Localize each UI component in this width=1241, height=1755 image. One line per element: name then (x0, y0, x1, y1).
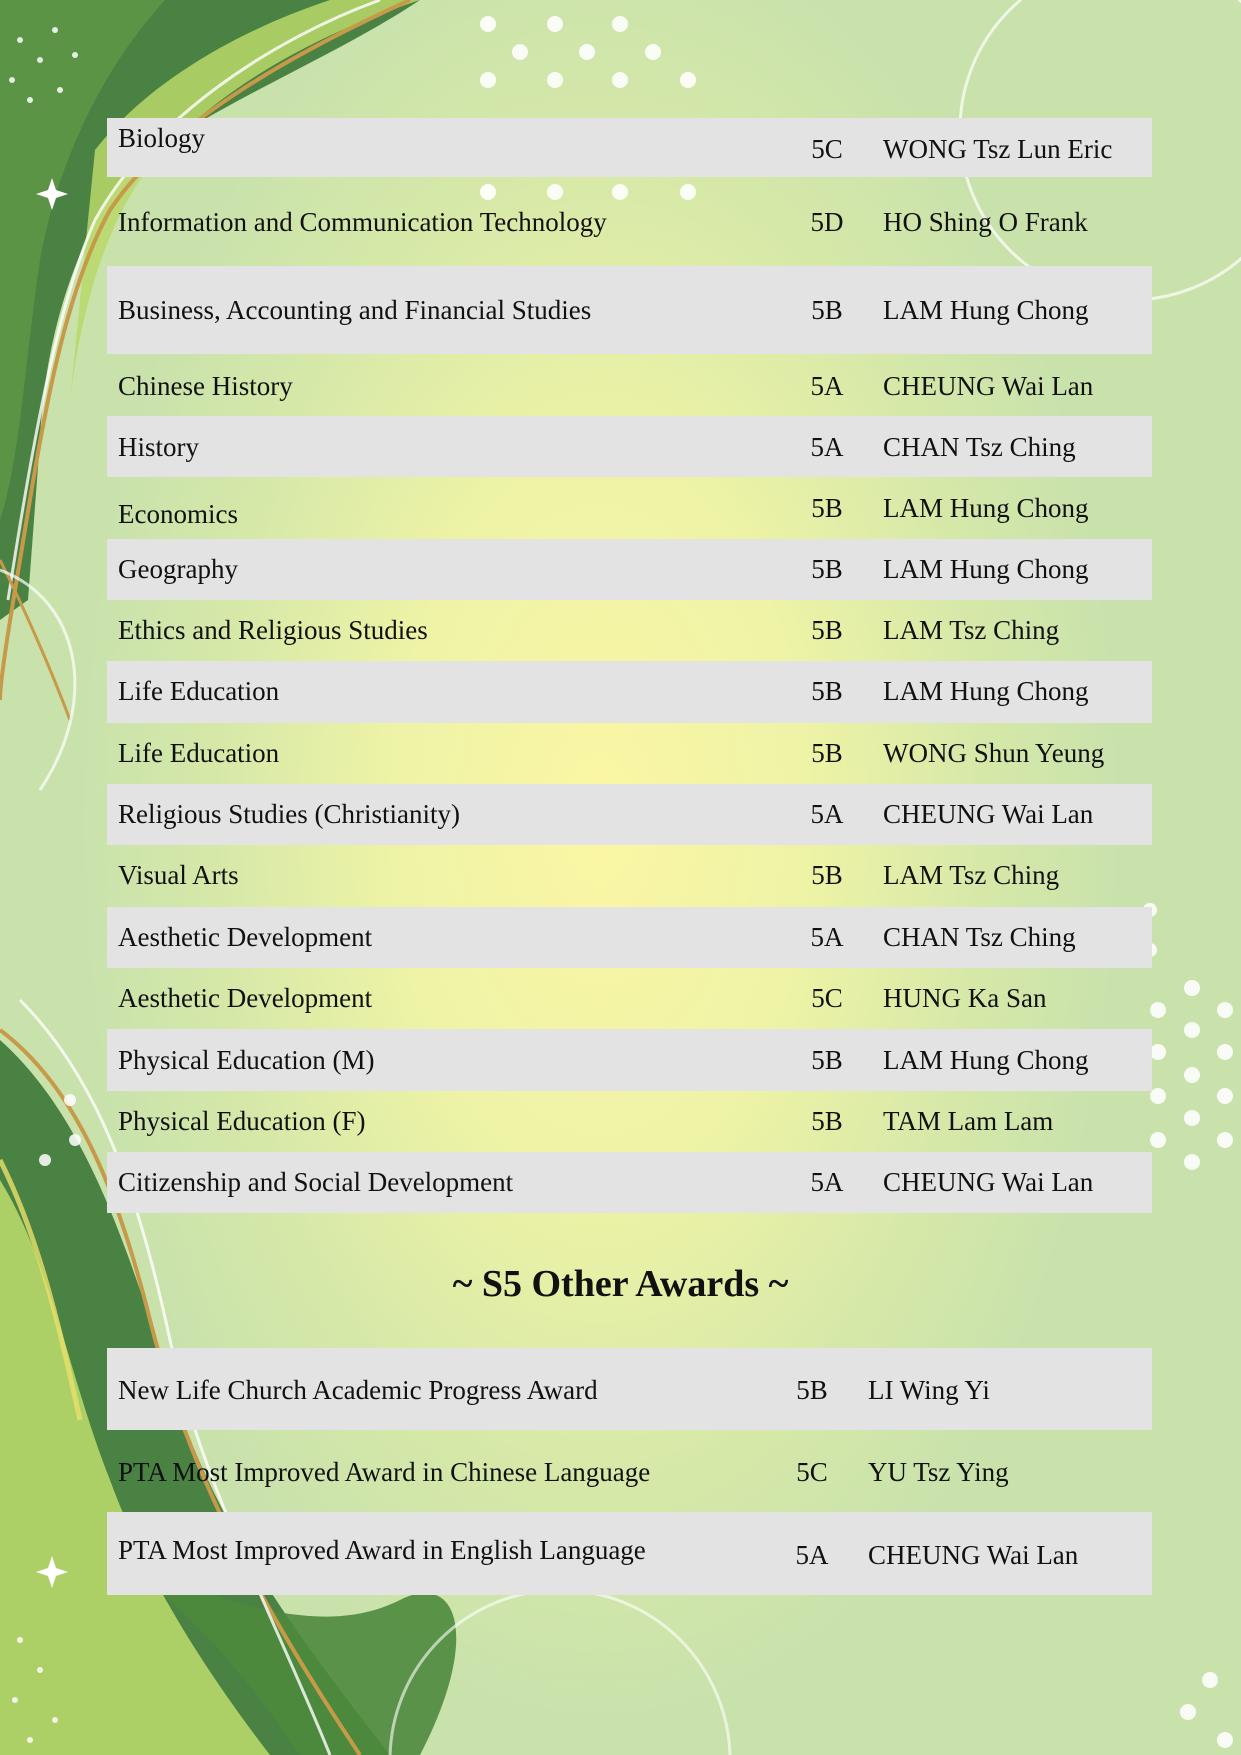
class-cell: 5A (810, 922, 844, 952)
student-name-cell: CHEUNG Wai Lan (883, 371, 1094, 401)
class-cell: 5A (795, 1540, 829, 1570)
class-cell: 5B (811, 738, 843, 768)
student-name-cell: LAM Hung Chong (883, 493, 1089, 523)
subject-cell: Biology (118, 123, 206, 153)
subject-cell: Chinese History (118, 371, 293, 401)
student-name-cell: CHEUNG Wai Lan (883, 1167, 1094, 1197)
student-name-cell: LAM Hung Chong (883, 676, 1089, 706)
subject-cell: Physical Education (F) (118, 1106, 366, 1136)
student-name-cell: LAM Hung Chong (883, 1045, 1089, 1075)
class-cell: 5A (810, 371, 844, 401)
award-cell: New Life Church Academic Progress Award (118, 1375, 598, 1405)
student-name-cell: YU Tsz Ying (868, 1457, 1009, 1487)
table-row (107, 968, 1152, 1029)
subject-cell: Religious Studies (Christianity) (118, 799, 460, 829)
class-cell: 5C (811, 983, 843, 1013)
subject-cell: Ethics and Religious Studies (118, 615, 428, 645)
class-cell: 5D (810, 207, 844, 237)
subject-cell: Life Education (118, 738, 280, 768)
class-cell: 5C (811, 134, 843, 164)
subject-cell: Life Education (118, 676, 280, 706)
class-cell: 5B (811, 554, 843, 584)
award-cell: PTA Most Improved Award in English Language (118, 1535, 646, 1565)
subject-awards-table (107, 118, 1152, 1213)
table-row (107, 845, 1152, 907)
other-awards-table (107, 1348, 1152, 1595)
student-name-cell: WONG Shun Yeung (883, 738, 1105, 768)
student-name-cell: HO Shing O Frank (883, 207, 1088, 237)
class-cell: 5B (811, 676, 843, 706)
table-row (107, 907, 1152, 968)
table-row (107, 354, 1152, 416)
class-cell: 5B (796, 1375, 828, 1405)
class-cell: 5B (811, 295, 843, 325)
student-name-cell: LAM Hung Chong (883, 554, 1089, 584)
table-row (107, 1152, 1152, 1213)
student-name-cell: LAM Tsz Ching (883, 860, 1060, 890)
table-row (107, 1348, 1152, 1430)
section-heading: ~ S5 Other Awards ~ (452, 1263, 789, 1305)
subject-cell: Visual Arts (118, 860, 239, 890)
class-cell: 5A (810, 1167, 844, 1197)
student-name-cell: CHEUNG Wai Lan (883, 799, 1094, 829)
class-cell: 5B (811, 1106, 843, 1136)
student-name-cell: HUNG Ka San (883, 983, 1047, 1013)
subject-cell: Physical Education (M) (118, 1045, 375, 1075)
table-row (107, 1091, 1152, 1152)
table-row (107, 416, 1152, 477)
class-cell: 5B (811, 615, 843, 645)
table-row (107, 477, 1152, 539)
class-cell: 5B (811, 1045, 843, 1075)
student-name-cell: CHAN Tsz Ching (883, 922, 1076, 952)
class-cell: 5A (810, 799, 844, 829)
class-cell: 5C (796, 1457, 828, 1487)
student-name-cell: LAM Hung Chong (883, 295, 1089, 325)
table-row (107, 784, 1152, 845)
subject-cell: Citizenship and Social Development (118, 1167, 514, 1197)
table-row (107, 661, 1152, 723)
subject-cell: Geography (118, 554, 238, 584)
student-name-cell: CHAN Tsz Ching (883, 432, 1076, 462)
class-cell: 5B (811, 860, 843, 890)
table-row (107, 539, 1152, 600)
student-name-cell: LAM Tsz Ching (883, 615, 1060, 645)
class-cell: 5A (810, 432, 844, 462)
table-row (107, 723, 1152, 784)
student-name-cell: WONG Tsz Lun Eric (883, 134, 1113, 164)
table-row (107, 177, 1152, 266)
table-row (107, 1029, 1152, 1091)
student-name-cell: TAM Lam Lam (883, 1106, 1054, 1136)
table-row (107, 600, 1152, 661)
subject-cell: History (118, 432, 199, 462)
subject-cell: Aesthetic Development (118, 983, 373, 1013)
table-row (107, 118, 1152, 177)
student-name-cell: LI Wing Yi (868, 1375, 990, 1405)
class-cell: 5B (811, 493, 843, 523)
table-row (107, 1430, 1152, 1512)
award-cell: PTA Most Improved Award in Chinese Language (118, 1457, 651, 1487)
subject-cell: Aesthetic Development (118, 922, 373, 952)
student-name-cell: CHEUNG Wai Lan (868, 1540, 1079, 1570)
table-row (107, 266, 1152, 354)
subject-cell: Information and Communication Technology (118, 207, 607, 237)
subject-cell: Business, Accounting and Financial Studies (118, 295, 592, 325)
subject-cell: Economics (118, 499, 238, 529)
table-row (107, 1512, 1152, 1595)
